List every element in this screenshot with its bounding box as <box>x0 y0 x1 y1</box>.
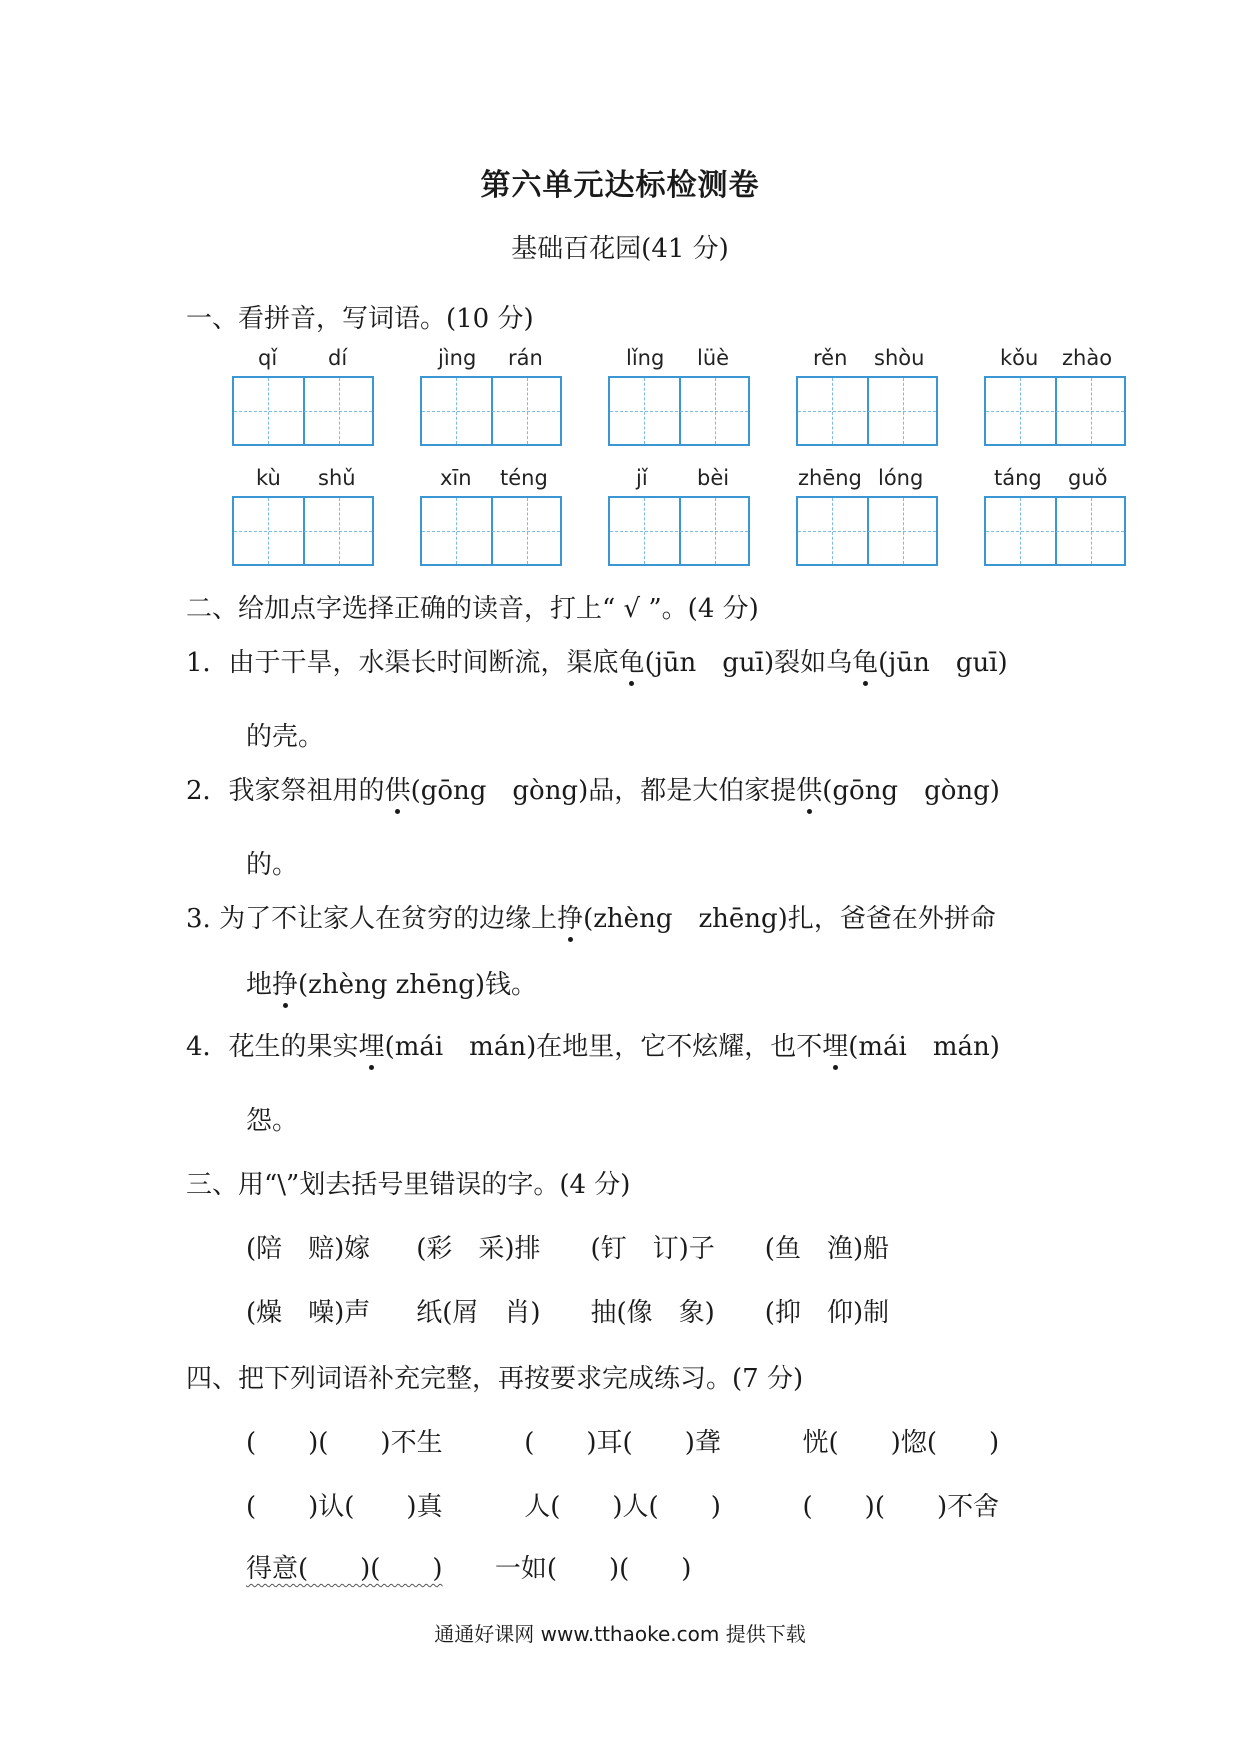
dotted-char: 供 <box>385 770 411 807</box>
dotted-char: 挣 <box>272 964 298 1001</box>
section3-row-1 <box>246 1228 889 1265</box>
section3-row-2 <box>246 1292 889 1329</box>
pinyin: zhēng <box>798 466 862 490</box>
question-3-line-1 <box>186 898 996 935</box>
choice-text[interactable]: (jūn guī) <box>878 648 1008 678</box>
choice-text[interactable]: (gōng gòng) <box>822 776 1000 806</box>
question-text: 地 <box>246 970 273 1000</box>
pinyin: táng <box>994 466 1042 490</box>
question-1-line-1 <box>186 642 1008 679</box>
footer-credit: 通通好课网 www.tthaoke.com 提供下载 <box>434 1622 806 1646</box>
pinyin: jǐ <box>636 466 648 490</box>
writing-grid[interactable] <box>420 496 562 566</box>
pinyin-row-1 <box>0 346 1240 376</box>
pinyin: shòu <box>874 346 925 370</box>
question-text: 4．花生的果实 <box>186 1032 359 1062</box>
section4-heading: 四、把下列词语补充完整，再按要求完成练习。(7 分) <box>186 1364 804 1394</box>
pinyin: rěn <box>813 346 848 370</box>
pinyin: kǒu <box>1000 346 1039 370</box>
pinyin: zhào <box>1062 346 1113 370</box>
pinyin: lóng <box>878 466 924 490</box>
idiom-blank[interactable]: ( )( )不舍 <box>802 1492 1000 1522</box>
dotted-char: 挣 <box>557 898 583 935</box>
char-choice[interactable]: 纸(屑 肖) <box>416 1298 541 1328</box>
writing-grid[interactable] <box>984 496 1126 566</box>
dotted-char: 埋 <box>359 1026 385 1063</box>
question-text: 3. 为了不让家人在贫穷的边缘上 <box>186 904 558 934</box>
idiom-blank[interactable]: 人( )人( ) <box>524 1492 721 1522</box>
idiom-blank[interactable]: 恍( )惚( ) <box>802 1428 1000 1458</box>
idiom-blank[interactable]: ( )( )不生 <box>246 1428 443 1458</box>
section3-heading: 三、用“\”划去括号里错误的字。(4 分) <box>186 1170 631 1200</box>
question-3-line-2 <box>246 964 537 1001</box>
pinyin: lüè <box>697 346 730 370</box>
char-choice[interactable]: (鱼 渔)船 <box>764 1234 890 1264</box>
writing-grid[interactable] <box>420 376 562 446</box>
writing-grid[interactable] <box>232 496 374 566</box>
writing-grid[interactable] <box>796 376 938 446</box>
writing-grid[interactable] <box>608 376 750 446</box>
pinyin: guǒ <box>1068 466 1108 490</box>
char-choice[interactable]: (陪 赔)嫁 <box>246 1234 371 1264</box>
dotted-char: 埋 <box>822 1026 848 1063</box>
question-text: 1．由于干旱，水渠长时间断流，渠底 <box>186 648 619 678</box>
pinyin: dí <box>328 346 348 370</box>
question-1-line-2: 的壳。 <box>246 722 325 752</box>
idiom-blank-wavy[interactable]: 得意( )( ) <box>246 1554 443 1584</box>
page-title: 第六单元达标检测卷 <box>480 168 760 203</box>
idiom-blank[interactable]: 一如( )( ) <box>494 1554 692 1584</box>
dotted-char: 龟 <box>852 642 878 679</box>
idiom-blank[interactable]: ( )耳( )聋 <box>524 1428 721 1458</box>
question-4-line-1 <box>186 1026 1000 1063</box>
choice-text[interactable]: (mái mán) <box>848 1032 1000 1062</box>
pinyin: bèi <box>697 466 730 490</box>
question-2-line-2: 的。 <box>246 850 299 880</box>
writing-grid[interactable] <box>796 496 938 566</box>
pinyin: téng <box>500 466 548 490</box>
question-text: 2．我家祭祖用的 <box>186 776 385 806</box>
question-4-line-2: 怨。 <box>246 1106 299 1136</box>
dotted-char: 龟 <box>619 642 645 679</box>
section1-heading: 一、看拼音，写词语。(10 分) <box>186 304 534 334</box>
pinyin: shǔ <box>318 466 356 490</box>
writing-grid[interactable] <box>608 496 750 566</box>
pinyin: xīn <box>440 466 472 490</box>
idiom-blank[interactable]: ( )认( )真 <box>246 1492 443 1522</box>
char-choice[interactable]: 抽(像 象) <box>590 1298 715 1328</box>
pinyin-row-2 <box>0 466 1240 496</box>
writing-grid[interactable] <box>984 376 1126 446</box>
pinyin: kù <box>256 466 281 490</box>
section2-heading: 二、给加点字选择正确的读音，打上“ √ ”。(4 分) <box>186 594 759 624</box>
char-choice[interactable]: (抑 仰)制 <box>764 1298 890 1328</box>
pinyin: rán <box>508 346 543 370</box>
choice-text[interactable]: (gōng gòng)品，都是大伯家提 <box>410 776 797 806</box>
char-choice[interactable]: (彩 采)排 <box>416 1234 541 1264</box>
char-choice[interactable]: (燥 噪)声 <box>246 1298 371 1328</box>
writing-grid[interactable] <box>232 376 374 446</box>
choice-text[interactable]: (zhèng zhēng)钱。 <box>298 970 538 1000</box>
question-2-line-1 <box>186 770 1000 807</box>
char-choice[interactable]: (钉 订)子 <box>590 1234 715 1264</box>
choice-text[interactable]: (jūn guī)裂如乌 <box>644 648 853 678</box>
section-subtitle: 基础百花园(41 分) <box>511 234 729 264</box>
pinyin: qǐ <box>258 346 278 370</box>
pinyin: lǐng <box>626 346 665 370</box>
section4-row-1 <box>246 1422 999 1459</box>
dotted-char: 供 <box>796 770 822 807</box>
section4-row-3 <box>246 1548 691 1585</box>
pinyin: jìng <box>438 346 477 370</box>
section4-row-2 <box>246 1486 999 1523</box>
choice-text[interactable]: (zhèng zhēng)扎，爸爸在外拼命 <box>583 904 996 934</box>
choice-text[interactable]: (mái mán)在地里，它不炫耀，也不 <box>384 1032 823 1062</box>
